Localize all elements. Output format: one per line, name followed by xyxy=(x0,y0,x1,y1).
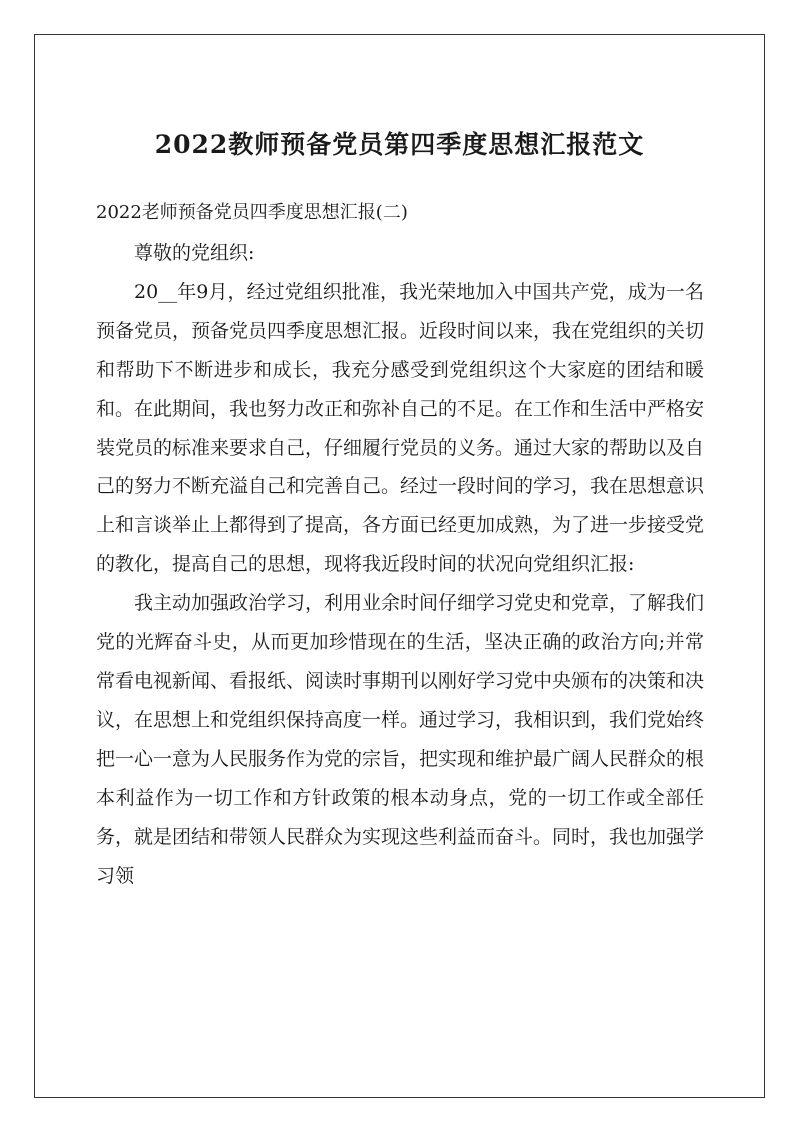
document-subtitle: 2022老师预备党员四季度思想汇报(二) xyxy=(96,202,408,223)
document-body xyxy=(96,234,704,895)
paragraph: 20__年9月，经过党组织批准，我光荣地加入中国共产党，成为一名预备党员，预备党员四季度思想汇报。近段时间以来，我在党组织的关切和帮助下不断进步和成长，我充分感受到党组织这个大家庭的团结和暖和。在此期间，我也努力改正和弥补自己的不足。在工作和生活中严格安装党员的标准来要求自己，仔细履行党员的义务。通过大家的帮助以及自己的努力不断充溢自己和完善自己。经过一段时间的学习，我在思想意识上和言谈举止上都得到了提高，各方面已经更加成熟，为了进一步接受党的教化，提高自己的思想，现将我近段时间的状况向党组织汇报: xyxy=(96,280,705,576)
salutation: 尊敬的党组织: xyxy=(134,242,255,264)
paragraph: 我主动加强政治学习，利用业余时间仔细学习党史和党章，了解我们党的光辉奋斗史，从而更加珍惜现在的生活，坚决正确的政治方向;并常常看电视新闻、看报纸、阅读时事期刊以刚好学习党中央颁布的决策和决议，在思想上和党组织保持高度一样。通过学习，我相识到，我们党始终把一心一意为人民服务作为党的宗旨，把实现和维护最广阔人民群众的根本利益作为一切工作和方针政策的根本动身点，党的一切工作或全部任务，就是团结和带领人民群众为实现这些利益而奋斗。同时，我也加强学习领 xyxy=(96,592,705,887)
document-title: 2022教师预备党员第四季度思想汇报范文 xyxy=(154,130,645,159)
